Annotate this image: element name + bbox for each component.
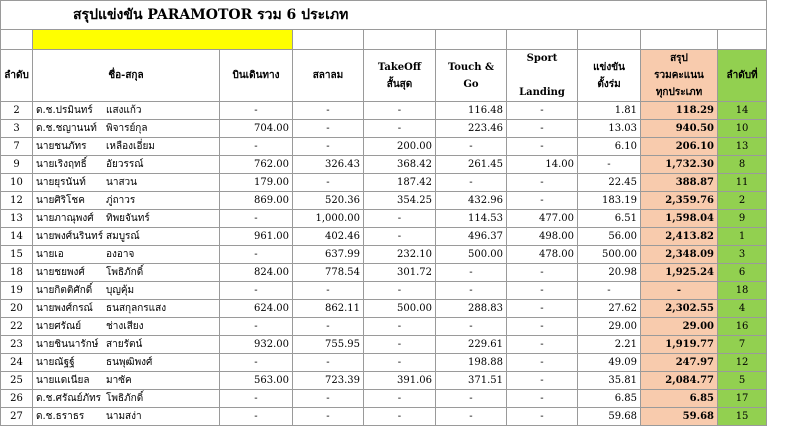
cell-precision[interactable]: 59.68 bbox=[578, 408, 641, 426]
first-name: นายพงศ์นรินทร์ bbox=[36, 231, 104, 242]
cell-precision[interactable]: 20.98 bbox=[578, 264, 641, 282]
cell-no[interactable]: 10 bbox=[1, 174, 33, 192]
cell-place[interactable]: 2 bbox=[718, 192, 767, 210]
cell-touch-go[interactable]: - bbox=[436, 282, 507, 300]
table-row bbox=[1, 264, 767, 282]
cell-takeoff[interactable]: - bbox=[364, 282, 436, 300]
cell-total[interactable]: 2,302.55 bbox=[641, 300, 718, 318]
cell-sport-landing[interactable]: - bbox=[507, 282, 578, 300]
cell-slalom[interactable]: 778.54 bbox=[293, 264, 364, 282]
first-name: นายเอ bbox=[36, 249, 64, 260]
cell-touch-go[interactable]: - bbox=[436, 138, 507, 156]
cell-total[interactable]: 206.10 bbox=[641, 138, 718, 156]
header-takeoff-line2: สั้นสุด bbox=[386, 78, 413, 90]
first-name: ด.ช.ปรมินทร์ bbox=[36, 105, 93, 116]
cell-precision[interactable]: - bbox=[578, 156, 641, 174]
cell-touch-go[interactable]: - bbox=[436, 174, 507, 192]
cell-precision[interactable]: 29.00 bbox=[578, 318, 641, 336]
cell-no[interactable]: 9 bbox=[1, 156, 33, 174]
table-row bbox=[1, 372, 767, 390]
last-name: ธนสกุลกรแสง bbox=[106, 303, 167, 314]
cell-slalom[interactable]: 862.11 bbox=[293, 300, 364, 318]
header-name[interactable]: ชื่อ-สกุล bbox=[33, 50, 220, 102]
cell-no[interactable]: 26 bbox=[1, 390, 33, 408]
cell-slalom[interactable]: - bbox=[293, 318, 364, 336]
cell-takeoff[interactable]: - bbox=[364, 336, 436, 354]
cell-touch-go[interactable]: 223.46 bbox=[436, 120, 507, 138]
cell-navigation[interactable]: 704.00 bbox=[220, 120, 293, 138]
cell-takeoff[interactable]: 301.72 bbox=[364, 264, 436, 282]
cell-touch-go[interactable]: 198.88 bbox=[436, 354, 507, 372]
cell-sport-landing[interactable]: - bbox=[507, 120, 578, 138]
title-row bbox=[1, 1, 767, 30]
cell-takeoff[interactable]: 391.06 bbox=[364, 372, 436, 390]
cell-name[interactable] bbox=[33, 336, 220, 354]
cell-total[interactable]: 1,598.04 bbox=[641, 210, 718, 228]
cell-no[interactable]: 20 bbox=[1, 300, 33, 318]
last-name: ช่างเสียง bbox=[106, 321, 144, 332]
header-takeoff[interactable] bbox=[364, 50, 436, 102]
table-body bbox=[1, 102, 767, 426]
cell-name[interactable] bbox=[33, 120, 220, 138]
cell-sport-landing[interactable]: 477.00 bbox=[507, 210, 578, 228]
cell-name[interactable] bbox=[33, 156, 220, 174]
cell-takeoff[interactable]: - bbox=[364, 102, 436, 120]
cell-name[interactable] bbox=[33, 354, 220, 372]
cell-takeoff[interactable]: - bbox=[364, 120, 436, 138]
cell-sport-landing[interactable]: - bbox=[507, 390, 578, 408]
cell-sport-landing[interactable]: - bbox=[507, 336, 578, 354]
cell-touch-go[interactable]: 500.00 bbox=[436, 246, 507, 264]
cell-precision[interactable]: 6.85 bbox=[578, 390, 641, 408]
cell[interactable] bbox=[1, 30, 33, 50]
header-total-line2: รวมคะแนน bbox=[654, 70, 704, 81]
cell-precision[interactable]: 56.00 bbox=[578, 228, 641, 246]
cell-precision[interactable]: - bbox=[578, 282, 641, 300]
cell-place[interactable]: 17 bbox=[718, 390, 767, 408]
first-name: ด.ช.ธราธร bbox=[36, 411, 85, 422]
cell-precision[interactable]: 27.62 bbox=[578, 300, 641, 318]
highlighted-cell[interactable] bbox=[33, 30, 293, 50]
header-row bbox=[1, 50, 767, 102]
cell-slalom[interactable]: - bbox=[293, 102, 364, 120]
cell-no[interactable]: 18 bbox=[1, 264, 33, 282]
cell-no[interactable]: 22 bbox=[1, 318, 33, 336]
cell[interactable] bbox=[293, 30, 364, 50]
cell-slalom[interactable]: - bbox=[293, 408, 364, 426]
cell-name[interactable] bbox=[33, 264, 220, 282]
cell-sport-landing[interactable]: - bbox=[507, 264, 578, 282]
cell-navigation[interactable]: - bbox=[220, 390, 293, 408]
cell[interactable] bbox=[718, 30, 767, 50]
header-takeoff-line1: TakeOff bbox=[377, 61, 422, 73]
cell-sport-landing[interactable]: 498.00 bbox=[507, 228, 578, 246]
cell-total[interactable]: 940.50 bbox=[641, 120, 718, 138]
cell-navigation[interactable]: 824.00 bbox=[220, 264, 293, 282]
cell-touch-go[interactable]: 288.83 bbox=[436, 300, 507, 318]
cell-no[interactable]: 27 bbox=[1, 408, 33, 426]
cell-slalom[interactable]: 755.95 bbox=[293, 336, 364, 354]
cell-place[interactable]: 6 bbox=[718, 264, 767, 282]
cell-no[interactable]: 25 bbox=[1, 372, 33, 390]
table-row bbox=[1, 228, 767, 246]
header-rank[interactable]: ลำดับ bbox=[1, 50, 33, 102]
cell-no[interactable]: 12 bbox=[1, 192, 33, 210]
cell-sport-landing[interactable]: - bbox=[507, 408, 578, 426]
cell-sport-landing[interactable]: - bbox=[507, 372, 578, 390]
cell-name[interactable] bbox=[33, 102, 220, 120]
first-name: นายณัฐฐ์ bbox=[36, 357, 75, 368]
cell-place[interactable]: 5 bbox=[718, 372, 767, 390]
header-place[interactable]: ลำดับที่ bbox=[718, 50, 767, 102]
header-precision-line2: ตั้งร่ม bbox=[597, 78, 621, 90]
cell-no[interactable]: 24 bbox=[1, 354, 33, 372]
cell[interactable] bbox=[578, 30, 641, 50]
cell-precision[interactable]: 2.21 bbox=[578, 336, 641, 354]
cell-total[interactable]: 29.00 bbox=[641, 318, 718, 336]
cell-name[interactable] bbox=[33, 390, 220, 408]
cell-takeoff[interactable]: - bbox=[364, 390, 436, 408]
table-row bbox=[1, 192, 767, 210]
cell-sport-landing[interactable]: - bbox=[507, 300, 578, 318]
first-name: นายเริงฤทธิ์ bbox=[36, 159, 87, 170]
last-name: ทิพยจันทร์ bbox=[106, 213, 150, 224]
header-precision-line1: แข่งขัน bbox=[593, 61, 625, 73]
cell-name[interactable] bbox=[33, 408, 220, 426]
cell-takeoff[interactable]: - bbox=[364, 354, 436, 372]
cell-precision[interactable]: 49.09 bbox=[578, 354, 641, 372]
cell-precision[interactable]: 183.19 bbox=[578, 192, 641, 210]
header-total[interactable] bbox=[641, 50, 718, 102]
cell-slalom[interactable]: - bbox=[293, 138, 364, 156]
cell-name[interactable] bbox=[33, 300, 220, 318]
cell-no[interactable]: 19 bbox=[1, 282, 33, 300]
header-slalom[interactable]: สลาลม bbox=[293, 50, 364, 102]
last-name: โพธิภักดิ์ bbox=[106, 267, 144, 278]
cell-sport-landing[interactable]: - bbox=[507, 318, 578, 336]
cell-navigation[interactable]: - bbox=[220, 318, 293, 336]
header-total-line3: ทุกประเภท bbox=[655, 87, 703, 98]
cell-name[interactable] bbox=[33, 318, 220, 336]
header-touch-go[interactable]: Touch & Go bbox=[436, 50, 507, 102]
cell-total[interactable]: 2,084.77 bbox=[641, 372, 718, 390]
cell-place[interactable]: 8 bbox=[718, 156, 767, 174]
cell-place[interactable]: 13 bbox=[718, 138, 767, 156]
cell-total[interactable]: 2,348.09 bbox=[641, 246, 718, 264]
cell-touch-go[interactable]: 229.61 bbox=[436, 336, 507, 354]
last-name: นามสง่า bbox=[106, 411, 142, 422]
table-row bbox=[1, 210, 767, 228]
cell-slalom[interactable]: 402.46 bbox=[293, 228, 364, 246]
table-row bbox=[1, 246, 767, 264]
cell-precision[interactable]: 35.81 bbox=[578, 372, 641, 390]
header-navigation[interactable]: บินเดินทาง bbox=[220, 50, 293, 102]
last-name: อัยวรรณ์ bbox=[106, 159, 144, 170]
cell-slalom[interactable]: 1,000.00 bbox=[293, 210, 364, 228]
cell-takeoff[interactable]: 500.00 bbox=[364, 300, 436, 318]
last-name: นาสวน bbox=[106, 177, 138, 188]
cell-navigation[interactable]: 563.00 bbox=[220, 372, 293, 390]
cell-slalom[interactable]: - bbox=[293, 120, 364, 138]
last-name: โพธิภักดิ์ bbox=[106, 393, 144, 404]
first-name: นายภาณุพงศ์ bbox=[36, 213, 94, 224]
cell-sport-landing[interactable]: 14.00 bbox=[507, 156, 578, 174]
cell[interactable] bbox=[641, 30, 718, 50]
cell-navigation[interactable]: 179.00 bbox=[220, 174, 293, 192]
cell[interactable] bbox=[364, 30, 436, 50]
cell-place[interactable]: 18 bbox=[718, 282, 767, 300]
cell-place[interactable]: 3 bbox=[718, 246, 767, 264]
last-name: พิจารย์กุล bbox=[106, 123, 148, 134]
cell-total[interactable]: 247.97 bbox=[641, 354, 718, 372]
cell-no[interactable]: 2 bbox=[1, 102, 33, 120]
cell-slalom[interactable]: 723.39 bbox=[293, 372, 364, 390]
cell[interactable] bbox=[436, 30, 507, 50]
first-name: นายชยพงศ์ bbox=[36, 267, 85, 278]
cell-slalom[interactable]: 326.43 bbox=[293, 156, 364, 174]
cell-no[interactable]: 14 bbox=[1, 228, 33, 246]
last-name: บุญคุ้ม bbox=[106, 285, 135, 296]
cell-total[interactable]: 1,732.30 bbox=[641, 156, 718, 174]
cell-place[interactable]: 12 bbox=[718, 354, 767, 372]
cell-navigation[interactable]: 932.00 bbox=[220, 336, 293, 354]
cell-precision[interactable]: 500.00 bbox=[578, 246, 641, 264]
first-name: ด.ช.ศรัณย์ภัทร bbox=[36, 393, 102, 404]
cell-sport-landing[interactable]: - bbox=[507, 102, 578, 120]
cell-takeoff[interactable]: - bbox=[364, 318, 436, 336]
cell-no[interactable]: 15 bbox=[1, 246, 33, 264]
cell-takeoff[interactable]: 232.10 bbox=[364, 246, 436, 264]
cell-slalom[interactable]: - bbox=[293, 282, 364, 300]
header-precision[interactable] bbox=[578, 50, 641, 102]
cell-sport-landing[interactable]: - bbox=[507, 192, 578, 210]
cell-takeoff[interactable]: 368.42 bbox=[364, 156, 436, 174]
cell-place[interactable]: 10 bbox=[718, 120, 767, 138]
cell-touch-go[interactable]: - bbox=[436, 318, 507, 336]
highlight-row bbox=[1, 30, 767, 50]
cell-sport-landing[interactable]: - bbox=[507, 354, 578, 372]
cell-navigation[interactable]: - bbox=[220, 246, 293, 264]
last-name: สายรัตน์ bbox=[106, 339, 143, 350]
cell-touch-go[interactable]: 371.51 bbox=[436, 372, 507, 390]
cell-place[interactable]: 7 bbox=[718, 336, 767, 354]
sheet-title[interactable]: สรุปแข่งขัน PARAMOTOR รวม 6 ประเภท bbox=[1, 1, 767, 30]
last-name: แสงแก้ว bbox=[106, 105, 142, 116]
cell-slalom[interactable]: 520.36 bbox=[293, 192, 364, 210]
cell-place[interactable]: 11 bbox=[718, 174, 767, 192]
table-row bbox=[1, 102, 767, 120]
cell-no[interactable]: 13 bbox=[1, 210, 33, 228]
first-name: นายชนภัทร bbox=[36, 141, 87, 152]
cell-total[interactable]: 2,359.76 bbox=[641, 192, 718, 210]
first-name: นายพงศ์กรณ์ bbox=[36, 303, 93, 314]
cell-place[interactable]: 1 bbox=[718, 228, 767, 246]
last-name: มาซัค bbox=[106, 375, 132, 386]
cell-touch-go[interactable]: 496.37 bbox=[436, 228, 507, 246]
cell-total[interactable]: 6.85 bbox=[641, 390, 718, 408]
cell-total[interactable]: 388.87 bbox=[641, 174, 718, 192]
cell-touch-go[interactable]: - bbox=[436, 264, 507, 282]
table-row bbox=[1, 390, 767, 408]
cell-place[interactable]: 14 bbox=[718, 102, 767, 120]
cell-touch-go[interactable]: 114.53 bbox=[436, 210, 507, 228]
cell-precision[interactable]: 13.03 bbox=[578, 120, 641, 138]
cell-navigation[interactable]: - bbox=[220, 354, 293, 372]
cell-name[interactable] bbox=[33, 138, 220, 156]
first-name: นายชินนารักษ์ bbox=[36, 339, 99, 350]
table-row bbox=[1, 336, 767, 354]
table-row bbox=[1, 138, 767, 156]
last-name: ธนพุฒิพงศ์ bbox=[106, 357, 153, 368]
cell-total[interactable]: 1,925.24 bbox=[641, 264, 718, 282]
cell-touch-go[interactable]: 116.48 bbox=[436, 102, 507, 120]
cell-navigation[interactable]: - bbox=[220, 138, 293, 156]
cell-navigation[interactable]: - bbox=[220, 282, 293, 300]
table-row bbox=[1, 156, 767, 174]
cell-touch-go[interactable]: - bbox=[436, 390, 507, 408]
cell-touch-go[interactable]: 432.96 bbox=[436, 192, 507, 210]
cell-place[interactable]: 9 bbox=[718, 210, 767, 228]
cell-navigation[interactable]: - bbox=[220, 408, 293, 426]
first-name: ด.ช.ชญานนท์ bbox=[36, 123, 97, 134]
first-name: นายศรัณย์ bbox=[36, 321, 82, 332]
cell-sport-landing[interactable]: - bbox=[507, 174, 578, 192]
cell-takeoff[interactable]: - bbox=[364, 408, 436, 426]
cell-name[interactable] bbox=[33, 372, 220, 390]
cell-no[interactable]: 7 bbox=[1, 138, 33, 156]
table-row bbox=[1, 300, 767, 318]
cell-precision[interactable]: 22.45 bbox=[578, 174, 641, 192]
last-name: ภู่ถาวร bbox=[106, 195, 136, 206]
cell-name[interactable] bbox=[33, 210, 220, 228]
table-row bbox=[1, 174, 767, 192]
cell-takeoff[interactable]: 187.42 bbox=[364, 174, 436, 192]
header-sport-landing[interactable] bbox=[507, 50, 578, 102]
cell-navigation[interactable]: 624.00 bbox=[220, 300, 293, 318]
cell-name[interactable] bbox=[33, 228, 220, 246]
cell-navigation[interactable]: 961.00 bbox=[220, 228, 293, 246]
cell-navigation[interactable]: 762.00 bbox=[220, 156, 293, 174]
last-name: สมบูรณ์ bbox=[106, 231, 140, 242]
cell-precision[interactable]: 6.10 bbox=[578, 138, 641, 156]
cell-takeoff[interactable]: 200.00 bbox=[364, 138, 436, 156]
last-name: เหลืองเอี่ยม bbox=[106, 141, 155, 152]
header-sport-line2: Landing bbox=[519, 87, 565, 98]
cell-place[interactable]: 15 bbox=[718, 408, 767, 426]
header-sport-line1: Sport bbox=[526, 53, 558, 64]
table-row bbox=[1, 408, 767, 426]
first-name: นายกิตติศักดิ์ bbox=[36, 285, 93, 296]
cell-slalom[interactable]: - bbox=[293, 390, 364, 408]
cell-name[interactable] bbox=[33, 174, 220, 192]
cell-total[interactable]: 118.29 bbox=[641, 102, 718, 120]
cell-place[interactable]: 16 bbox=[718, 318, 767, 336]
cell-name[interactable] bbox=[33, 246, 220, 264]
cell-total[interactable]: 2,413.82 bbox=[641, 228, 718, 246]
first-name: นายศิริโชค bbox=[36, 195, 85, 206]
cell-no[interactable]: 23 bbox=[1, 336, 33, 354]
table-row bbox=[1, 282, 767, 300]
first-name: นายแดเนียล bbox=[36, 375, 90, 386]
first-name: นายยุรนันท์ bbox=[36, 177, 86, 188]
cell-takeoff[interactable]: - bbox=[364, 210, 436, 228]
cell-name[interactable] bbox=[33, 282, 220, 300]
cell-takeoff[interactable]: 354.25 bbox=[364, 192, 436, 210]
cell-sport-landing[interactable]: 478.00 bbox=[507, 246, 578, 264]
cell-sport-landing[interactable]: - bbox=[507, 138, 578, 156]
cell-navigation[interactable]: - bbox=[220, 102, 293, 120]
cell-touch-go[interactable]: 261.45 bbox=[436, 156, 507, 174]
cell-no[interactable]: 3 bbox=[1, 120, 33, 138]
table-row bbox=[1, 318, 767, 336]
table-row bbox=[1, 354, 767, 372]
cell-navigation[interactable]: - bbox=[220, 210, 293, 228]
cell-takeoff[interactable]: - bbox=[364, 228, 436, 246]
cell-precision[interactable]: 1.81 bbox=[578, 102, 641, 120]
cell-total[interactable]: - bbox=[641, 282, 718, 300]
header-total-line1: สรุป bbox=[670, 53, 688, 64]
cell-name[interactable] bbox=[33, 192, 220, 210]
cell-precision[interactable]: 6.51 bbox=[578, 210, 641, 228]
cell-navigation[interactable]: 869.00 bbox=[220, 192, 293, 210]
last-name: องอาจ bbox=[106, 249, 135, 260]
cell-total[interactable]: 59.68 bbox=[641, 408, 718, 426]
cell-total[interactable]: 1,919.77 bbox=[641, 336, 718, 354]
cell-touch-go[interactable]: - bbox=[436, 408, 507, 426]
cell-slalom[interactable]: - bbox=[293, 174, 364, 192]
cell-slalom[interactable]: - bbox=[293, 354, 364, 372]
cell[interactable] bbox=[507, 30, 578, 50]
table-row bbox=[1, 120, 767, 138]
cell-place[interactable]: 4 bbox=[718, 300, 767, 318]
cell-slalom[interactable]: 637.99 bbox=[293, 246, 364, 264]
